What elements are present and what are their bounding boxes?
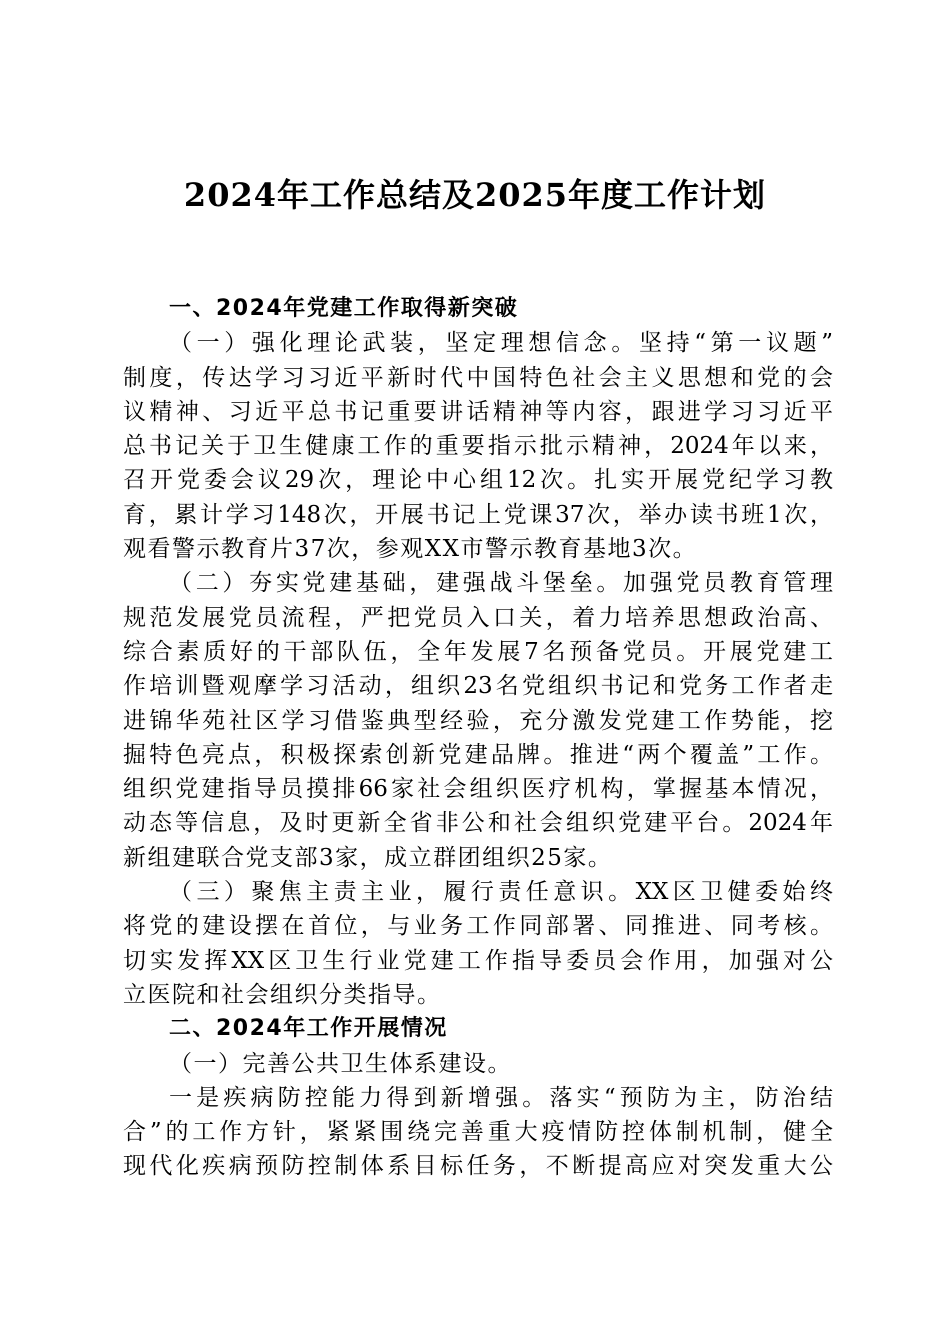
section-heading: 二、2024年工作开展情况 <box>169 1016 448 1042</box>
document-body <box>123 292 833 1184</box>
paragraph-line: 动态等信息，及时更新全省非公和社会组织党建平台。2024年 <box>123 810 833 837</box>
paragraph-line: （一）完善公共卫生体系建设。 <box>169 1050 512 1077</box>
paragraph-line: 掘特色亮点，积极探索创新党建品牌。推进“两个覆盖”工作。 <box>123 741 833 768</box>
paragraph-line: （二）夯实党建基础，建强战斗堡垒。加强党员教育管理 <box>169 570 833 597</box>
paragraph-line: 育，累计学习148次，开展书记上党课37次，举办读书班1次， <box>123 501 833 528</box>
paragraph-line: （一）强化理论武装，坚定理想信念。坚持“第一议题” <box>169 330 833 357</box>
paragraph-line: 新组建联合党支部3家，成立群团组织25家。 <box>123 844 613 871</box>
paragraph-line: 召开党委会议29次，理论中心组12次。扎实开展党纪学习教 <box>123 467 833 494</box>
paragraph-line: 议精神、习近平总书记重要讲话精神等内容，跟进学习习近平 <box>123 398 833 425</box>
paragraph-line: 立医院和社会组织分类指导。 <box>123 981 442 1008</box>
paragraph-line: 组织党建指导员摸排66家社会组织医疗机构，掌握基本情况， <box>123 776 833 803</box>
document-title: 2024年工作总结及2025年度工作计划 <box>183 176 767 214</box>
paragraph-line: 总书记关于卫生健康工作的重要指示批示精神，2024年以来， <box>123 433 833 460</box>
paragraph-line: 合”的工作方针，紧紧围绕完善重大疫情防控体制机制，健全 <box>123 1119 833 1146</box>
paragraph-line: 进锦华苑社区学习借鉴典型经验，充分激发党建工作势能，挖 <box>123 707 833 734</box>
section-heading: 一、2024年党建工作取得新突破 <box>169 296 519 321</box>
paragraph-line: （三）聚焦主责主业，履行责任意识。XX区卫健委始终 <box>169 879 833 906</box>
paragraph-line: 制度，传达学习习近平新时代中国特色社会主义思想和党的会 <box>123 364 833 391</box>
paragraph-line: 现代化疾病预防控制体系目标任务，不断提高应对突发重大公 <box>123 1153 833 1180</box>
paragraph-line: 将党的建设摆在首位，与业务工作同部署、同推进、同考核。 <box>123 913 833 940</box>
paragraph-line: 观看警示教育片37次，参观XX市警示教育基地3次。 <box>123 536 698 563</box>
paragraph-line: 作培训暨观摩学习活动，组织23名党组织书记和党务工作者走 <box>123 673 833 700</box>
paragraph-line: 规范发展党员流程，严把党员入口关，着力培养思想政治高、 <box>123 604 833 631</box>
paragraph-line: 一是疾病防控能力得到新增强。落实“预防为主，防治结 <box>169 1084 833 1111</box>
paragraph-line: 切实发挥XX区卫生行业党建工作指导委员会作用，加强对公 <box>123 947 833 974</box>
paragraph-line: 综合素质好的干部队伍，全年发展7名预备党员。开展党建工 <box>123 638 833 665</box>
